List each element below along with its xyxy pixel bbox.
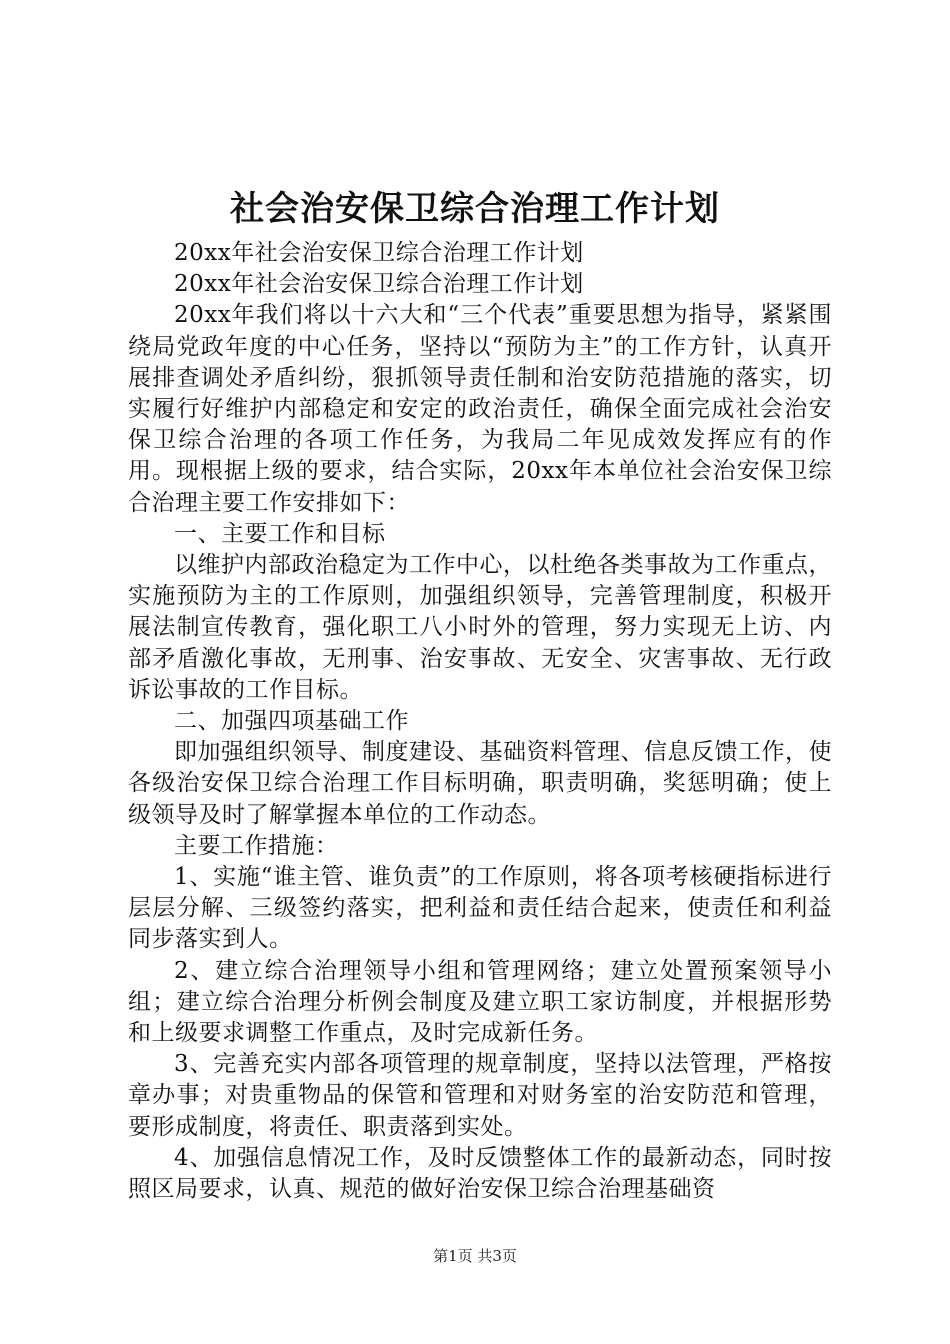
section-heading: 一、主要工作和目标 <box>174 520 386 547</box>
document-body <box>128 238 832 1205</box>
measure-item: 4、加强信息情况工作，及时反馈整体工作的最新动态，同时按照区局要求，认真、规范的做好治安保卫综合治理基础资 <box>128 1144 832 1203</box>
measure-item: 3、完善充实内部各项管理的规章制度，坚持以法管理，严格按章办事；对贵重物品的保管和管理和对财务室的治安防范和管理，要形成制度，将责任、职责落到实处。 <box>128 1051 832 1140</box>
section-heading: 主要工作措施： <box>174 832 339 859</box>
document-title: 社会治安保卫综合治理工作计划 <box>230 189 720 229</box>
subtitle-line: 20xx年社会治安保卫综合治理工作计划 <box>174 271 584 298</box>
measure-item: 1、实施“谁主管、谁负责”的工作原则，将各项考核硬指标进行层层分解、三级签约落实，把利益和责任结合起来，使责任和利益同步落实到人。 <box>128 864 832 953</box>
intro-paragraph: 20xx年我们将以十六大和“三个代表”重要思想为指导，紧紧围绕局党政年度的中心任务，坚持以“预防为主”的工作方针，认真开展排查调处矛盾纠纷，狠抓领导责任制和治安防范措施的落实，切实履行好维护内部稳定和安定的政治责任，确保全面完成社会治安保卫综合治理的各项工作任务，为我局二年见成效发挥应有的作用。现根据上级的要求，结合实际，20xx年本单位社会治安保卫综合治理主要工作安排如下： <box>128 302 832 516</box>
body-paragraph: 以维护内部政治稳定为工作中心，以杜绝各类事故为工作重点，实施预防为主的工作原则，加强组织领导，完善管理制度，积极开展法制宣传教育，强化职工八小时外的管理，努力实现无上访、内部矛盾激化事故，无刑事、治安事故、无安全、灾害事故、无行政诉讼事故的工作目标。 <box>128 552 832 703</box>
page-number-footer: 第1页 共3页 <box>433 1247 517 1265</box>
body-paragraph: 即加强组织领导、制度建设、基础资料管理、信息反馈工作，使各级治安保卫综合治理工作目标明确，职责明确，奖惩明确；使上级领导及时了解掌握本单位的工作动态。 <box>128 739 832 828</box>
measure-item: 2、建立综合治理领导小组和管理网络；建立处置预案领导小组；建立综合治理分析例会制度及建立职工家访制度，并根据形势和上级要求调整工作重点，及时完成新任务。 <box>128 957 832 1047</box>
section-heading: 二、加强四项基础工作 <box>174 708 409 735</box>
subtitle-line: 20xx年社会治安保卫综合治理工作计划 <box>174 240 584 266</box>
